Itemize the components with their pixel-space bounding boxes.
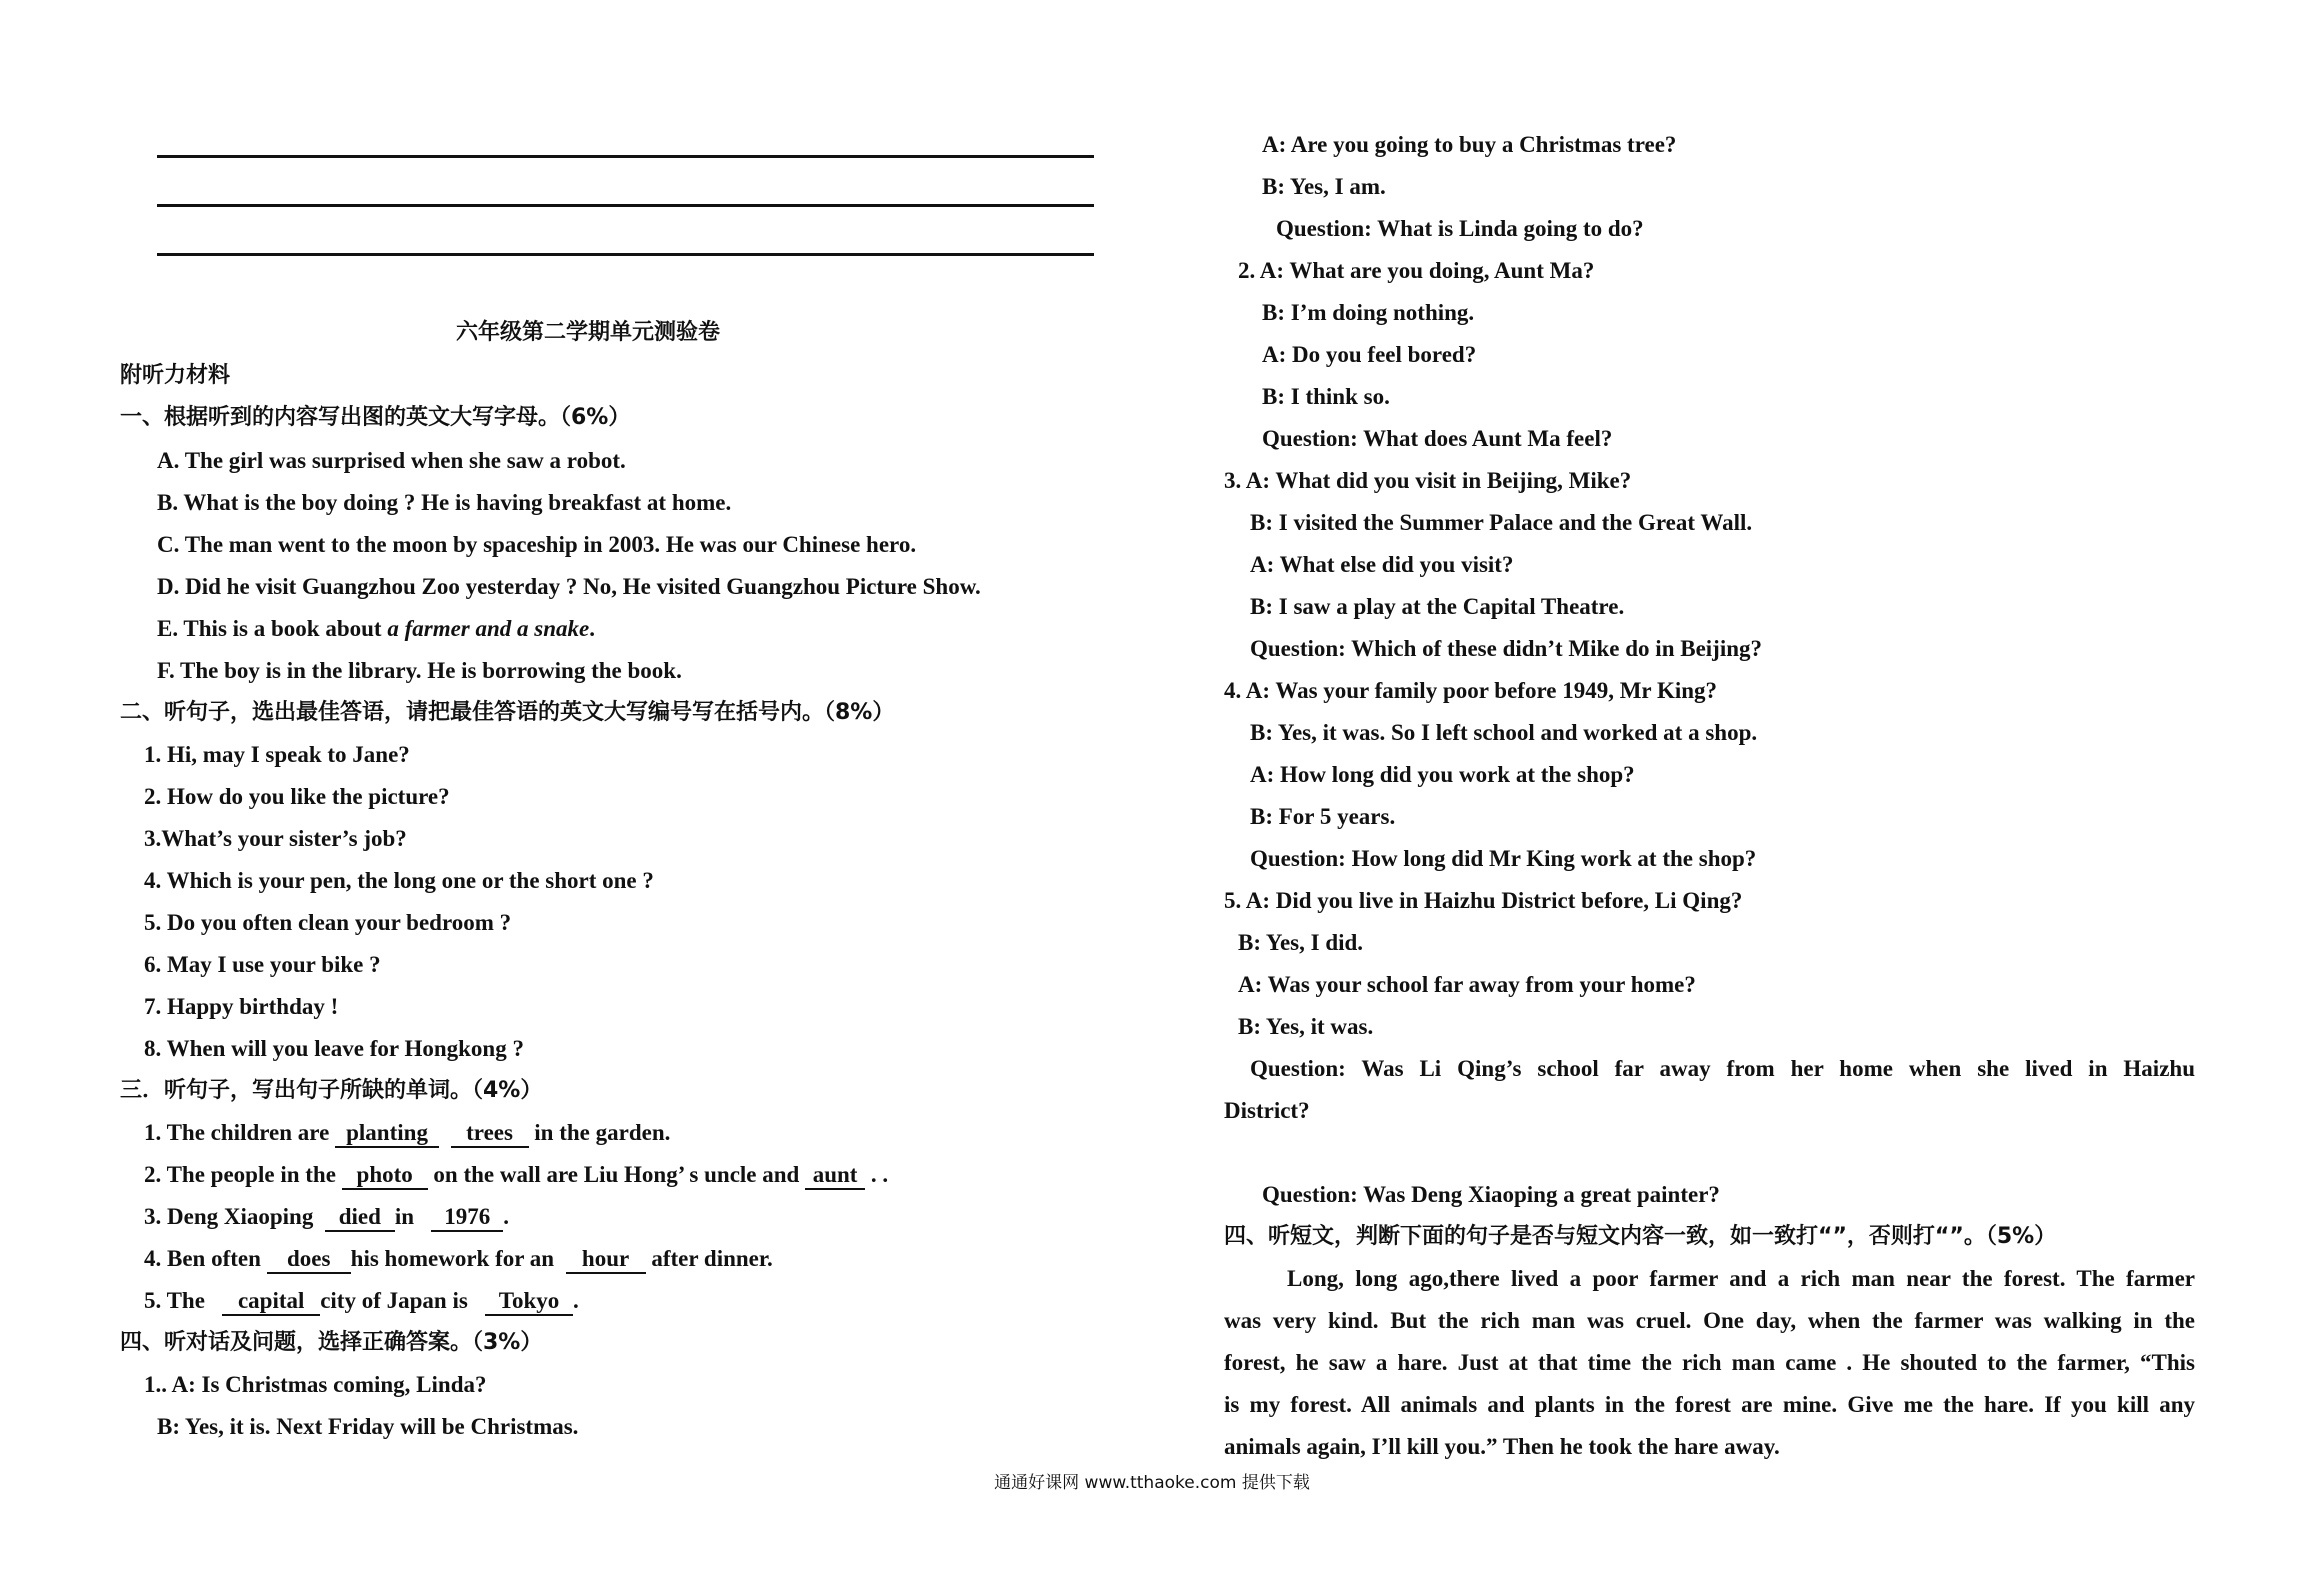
- section1-item-c: C. The man went to the moon by spaceship in 2003. He was our Chinese hero.: [157, 532, 917, 557]
- q4-text-a: 4. Ben often: [144, 1246, 267, 1271]
- section4-right-line-15: B: Yes, it was. So I left school and worked at a shop.: [1250, 720, 1758, 745]
- q5-text-a: 5. The: [144, 1288, 211, 1313]
- section3-q1: [144, 1118, 670, 1148]
- q2-text-a: 2. The people in the: [144, 1162, 342, 1187]
- q4-text-c: his homework for an: [350, 1246, 560, 1271]
- section3-q5: [144, 1286, 579, 1316]
- section4-right-line-17: B: For 5 years.: [1250, 804, 1396, 829]
- q4-text-d: after dinner.: [645, 1246, 773, 1271]
- q3-blank-2: 1976: [431, 1204, 503, 1232]
- passage-line-1: Long, long ago,there lived a poor farmer and a rich man near the forest. The farmer: [1287, 1266, 2195, 1291]
- section4-left-line-1: 1.. A: Is Christmas coming, Linda?: [144, 1372, 487, 1397]
- section3-q3: [144, 1202, 509, 1232]
- q5-blank-2: Tokyo: [485, 1288, 573, 1316]
- q3-text-c: in: [394, 1204, 420, 1229]
- q3-text-d: .: [503, 1204, 510, 1229]
- section4-right-line-3: Question: What is Linda going to do?: [1276, 216, 1644, 241]
- section4-right-line-7: B: I think so.: [1262, 384, 1390, 409]
- section4-right-line-24: District?: [1224, 1098, 1310, 1123]
- passage-line-4: is my forest. All animals and plants in the forest are mine. Give me the hare. If you kill any: [1224, 1392, 2195, 1417]
- section4-right-line-8: Question: What does Aunt Ma feel?: [1262, 426, 1613, 451]
- q5-text-d: .: [573, 1288, 579, 1313]
- section4-right-line-1: A: Are you going to buy a Christmas tree?: [1262, 132, 1677, 157]
- item-e-italic: a farmer and a snake: [387, 616, 590, 641]
- q1-blank-2: trees: [451, 1120, 529, 1148]
- section4-right-line-5: B: I’m doing nothing.: [1262, 300, 1475, 325]
- q5-blank-1: capital: [222, 1288, 320, 1316]
- section4-right-line-19: 5. A: Did you live in Haizhu District before, Li Qing?: [1224, 888, 1743, 913]
- passage-line-3: forest, he saw a hare. Just at that time the rich man came . He shouted to the farmer, “This: [1224, 1350, 2195, 1375]
- section1-item-f: F. The boy is in the library. He is borrowing the book.: [157, 658, 682, 683]
- q2-blank-1: photo: [342, 1162, 428, 1190]
- answer-line-1: [157, 155, 1094, 158]
- section4-right-line-23: Question: Was Li Qing’s school far away from her home when she lived in Haizhu: [1250, 1056, 2195, 1081]
- section2-item-7: 7. Happy birthday !: [144, 994, 339, 1019]
- q1-blank-1: planting: [335, 1120, 439, 1148]
- q4-blank-1: does: [267, 1246, 351, 1274]
- section4-heading: 四、听对话及问题，选择正确答案。（3%）: [120, 1330, 543, 1355]
- q2-blank-2: aunt: [805, 1162, 865, 1190]
- page-title: 六年级第二学期单元测验卷: [456, 320, 721, 345]
- section1-heading: 一、根据听到的内容写出图的英文大写字母。（6%）: [120, 405, 631, 430]
- section4-right-line-12: B: I saw a play at the Capital Theatre.: [1250, 594, 1625, 619]
- section4-right-line-2: B: Yes, I am.: [1262, 174, 1386, 199]
- section4-left-line-2: B: Yes, it is. Next Friday will be Christmas.: [157, 1414, 579, 1439]
- section2-item-1: 1. Hi, may I speak to Jane?: [144, 742, 410, 767]
- section4-right-line-18: Question: How long did Mr King work at the shop?: [1250, 846, 1757, 871]
- section4-right-line-21: A: Was your school far away from your home?: [1238, 972, 1696, 997]
- section2-item-5: 5. Do you often clean your bedroom ?: [144, 910, 512, 935]
- q3-text-a: 3. Deng Xiaoping: [144, 1204, 320, 1229]
- footer-credit: 通通好课网 www.tthaoke.com 提供下载: [994, 1473, 1310, 1493]
- section1-item-b: B. What is the boy doing ? He is having breakfast at home.: [157, 490, 732, 515]
- section4-right-line-6: A: Do you feel bored?: [1262, 342, 1477, 367]
- item-e-prefix: E. This is a book about: [157, 616, 388, 641]
- section2-item-3: 3.What’s your sister’s job?: [144, 826, 407, 851]
- section4-right-line-4: 2. A: What are you doing, Aunt Ma?: [1238, 258, 1595, 283]
- section2-item-8: 8. When will you leave for Hongkong ?: [144, 1036, 524, 1061]
- section2-item-4: 4. Which is your pen, the long one or the short one ?: [144, 868, 654, 893]
- section2-item-2: 2. How do you like the picture?: [144, 784, 450, 809]
- section4-right-line-25: Question: Was Deng Xiaoping a great painter?: [1262, 1182, 1720, 1207]
- q1-text-c: in the garden.: [528, 1120, 671, 1145]
- section4-right-line-13: Question: Which of these didn’t Mike do in Beijing?: [1250, 636, 1763, 661]
- section4-right-line-16: A: How long did you work at the shop?: [1250, 762, 1635, 787]
- section4-right-line-11: A: What else did you visit?: [1250, 552, 1514, 577]
- page-subtitle: 附听力材料: [120, 363, 231, 388]
- answer-line-3: [157, 253, 1094, 256]
- section4-right-line-14: 4. A: Was your family poor before 1949, Mr King?: [1224, 678, 1718, 703]
- q2-text-d: . .: [865, 1162, 889, 1187]
- q4-blank-2: hour: [566, 1246, 646, 1274]
- q3-blank-1: died: [325, 1204, 395, 1232]
- section4-right-line-22: B: Yes, it was.: [1238, 1014, 1374, 1039]
- section1-item-a: A. The girl was surprised when she saw a robot.: [157, 448, 626, 473]
- passage-line-5: animals again, I’ll kill you.” Then he took the hare away.: [1224, 1434, 1780, 1459]
- section3-q4: [144, 1244, 773, 1274]
- section3-q2: [144, 1160, 888, 1190]
- q5-text-c: city of Japan is: [320, 1288, 474, 1313]
- section2-item-6: 6. May I use your bike ?: [144, 952, 381, 977]
- q1-text-a: 1. The children are: [144, 1120, 336, 1145]
- section4-right-line-9: 3. A: What did you visit in Beijing, Mike?: [1224, 468, 1632, 493]
- answer-line-2: [157, 204, 1094, 207]
- section2-heading: 二、听句子，选出最佳答语，请把最佳答语的英文大写编号写在括号内。（8%）: [120, 700, 895, 725]
- section5-heading: 四、听短文，判断下面的句子是否与短文内容一致，如一致打“”，否则打“”。（5%）: [1224, 1224, 2057, 1249]
- section3-heading: 三．听句子，写出句子所缺的单词。（4%）: [120, 1078, 543, 1103]
- section4-right-line-10: B: I visited the Summer Palace and the Great Wall.: [1250, 510, 1753, 535]
- section4-right-line-20: B: Yes, I did.: [1238, 930, 1364, 955]
- passage-line-2: was very kind. But the rich man was cruel. One day, when the farmer was walking in the: [1224, 1308, 2195, 1333]
- q2-text-c: on the wall are Liu Hong’ s uncle and: [427, 1162, 806, 1187]
- item-e-suffix: .: [589, 616, 595, 641]
- section1-item-e: [157, 614, 595, 644]
- section1-item-d: D. Did he visit Guangzhou Zoo yesterday ? No, He visited Guangzhou Picture Show.: [157, 574, 981, 599]
